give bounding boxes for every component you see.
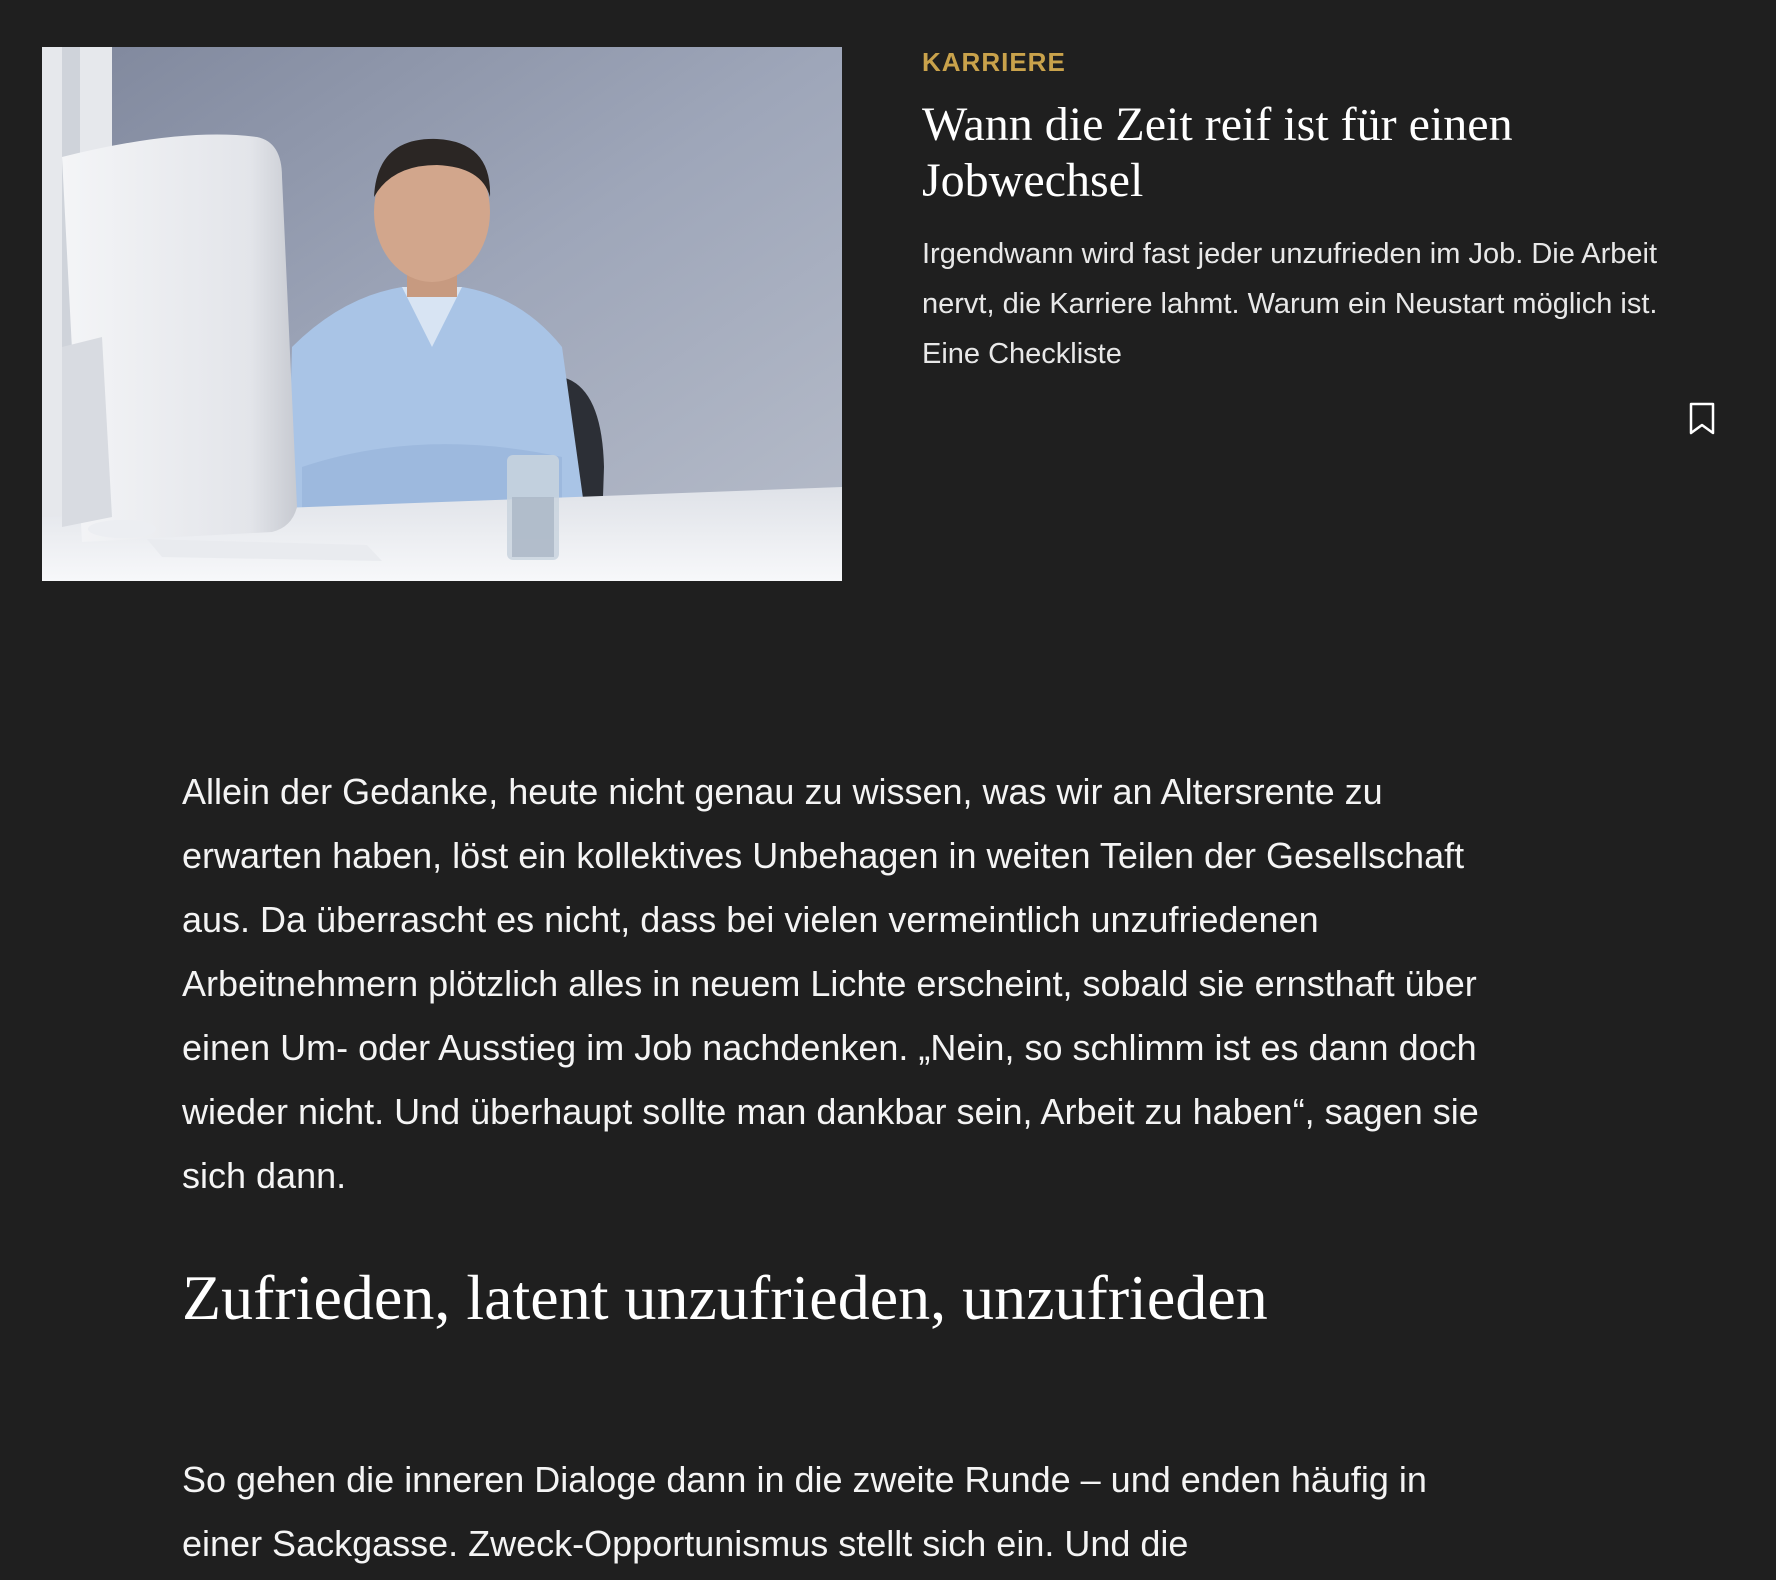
bookmark-icon [1689, 402, 1715, 436]
article-subheading: Zufrieden, latent unzufrieden, unzufrieden [182, 1262, 1268, 1333]
article-body [182, 760, 1482, 1576]
article-paragraph: So gehen die inneren Dialoge dann in die zweite Runde – und enden häufig in einer Sackgasse. Zweck-Opportunismus stellt sich ein. Und die [182, 1459, 1427, 1564]
teaser-text-block [922, 47, 1712, 379]
photo-man-at-computer-icon [42, 47, 842, 581]
article-paragraph: Allein der Gedanke, heute nicht genau zu wissen, was wir an Altersrente zu erwarten haben, löst ein kollektives Unbehagen in weiten Teilen der Gesellschaft aus. Da überrascht es nicht, dass bei vielen vermeintlich unzufriedenen Arbeitnehmern plötzlich alles in neuem Lichte erscheint, sobald sie ernsthaft über einen Um- oder Ausstieg im Job nachdenken. „Nein, so schlimm ist es dann doch wieder nicht. Und überhaupt sollte man dankbar sein, Arbeit zu haben“, sagen sie sich dann. [182, 771, 1479, 1196]
teaser-kicker[interactable]: KARRIERE [922, 47, 1066, 77]
teaser-headline[interactable]: Wann die Zeit reif ist für einen Jobwechsel [922, 98, 1513, 207]
bookmark-button[interactable] [1682, 397, 1722, 441]
article-teaser-card[interactable] [42, 47, 1732, 581]
teaser-summary: Irgendwann wird fast jeder unzufrieden im Job. Die Arbeit nervt, die Karriere lahmt. Warum ein Neustart möglich ist. Eine Checkliste [922, 238, 1658, 370]
teaser-photo[interactable] [42, 47, 842, 581]
